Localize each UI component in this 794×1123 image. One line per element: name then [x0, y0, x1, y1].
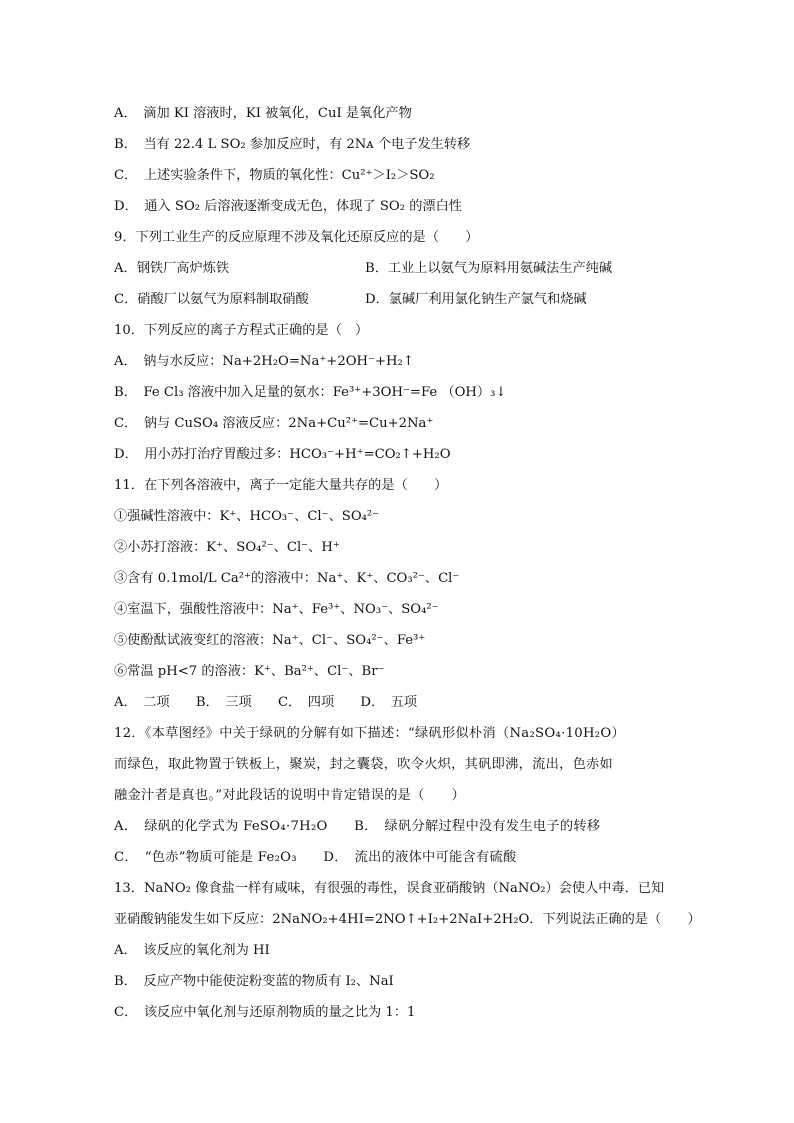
q13-stem-line-2: 亚硝酸钠能发生如下反应：2NaNO₂+4HI=2NO↑+I₂+2NaI+2H₂O．下列说法正确的是（ ） [114, 912, 701, 927]
q9-option-d: D．氯碱厂利用氯化钠生产氯气和烧碱 [365, 292, 587, 307]
q11-item-5: ⑤使酚酞试液变红的溶液：Na⁺、Cl⁻、SO₄²⁻、Fe³⁺ [114, 633, 426, 648]
q8-option-d: D． 通入 SO₂ 后溶液逐渐变成无色，体现了 SO₂ 的漂白性 [114, 199, 462, 214]
q12-option-b: B． 绿矾分解过程中没有发生电子的转移 [354, 819, 601, 834]
q11-options [114, 687, 714, 718]
q10-option-d: D． 用小苏打治疗胃酸过多：HCO₃⁻+H⁺=CO₂↑+H₂O [114, 447, 451, 462]
q12-option-a: A． 绿矾的化学式为 FeSO₄·7H₂O [114, 819, 328, 834]
q11-option-c: C． 四项 [277, 695, 335, 710]
q10-option-b: B． Fe Cl₃ 溶液中加入足量的氨水：Fe³⁺+3OH⁻=Fe （OH）₃↓ [114, 385, 507, 400]
q13-option-a: A． 该反应的氧化剂为 HI [114, 943, 270, 958]
question-13 [114, 873, 714, 1028]
q10-option-a: A． 钠与水反应：Na+2H₂O=Na⁺+2OH⁻+H₂↑ [114, 354, 414, 369]
q11-item-1: ①强碱性溶液中：K⁺、HCO₃⁻、Cl⁻、SO₄²⁻ [114, 509, 380, 524]
q9-option-c: C．硝酸厂以氨气为原料制取硝酸 [114, 292, 309, 307]
q13-option-b: B． 反应产物中能使淀粉变蓝的物质有 I₂、NaI [114, 974, 394, 989]
q12-stem-line-3: 融金汁者是真也。”对此段话的说明中肯定错误的是（ ） [114, 788, 466, 803]
q9-options-row-2 [114, 284, 714, 315]
q11-item-6: ⑥常温 pH<7 的溶液：K⁺、Ba²⁺、Cl⁻、Br⁻ [114, 664, 385, 679]
q8-option-c: C． 上述实验条件下，物质的氧化性：Cu²⁺＞I₂＞SO₂ [114, 168, 435, 183]
q12-option-d: D． 流出的液体中可能含有硫酸 [323, 850, 517, 865]
q8-option-b: B． 当有 22.4 L SO₂ 参加反应时，有 2Nᴀ 个电子发生转移 [114, 137, 471, 152]
q10-option-c: C． 钠与 CuSO₄ 溶液反应：2Na+Cu²⁺=Cu+2Na⁺ [114, 416, 434, 431]
q11-stem: 11．在下列各溶液中，离子一定能大量共存的是（ ） [114, 478, 448, 493]
q13-option-c: C． 该反应中氧化剂与还原剂物质的量之比为 1：1 [114, 1005, 416, 1020]
q11-option-d: D． 五项 [360, 695, 418, 710]
q12-stem-line-1: 12．《本草图经》中关于绿矾的分解有如下描述：“绿矾形似朴消（Na₂SO₄·10H₂O） [114, 726, 625, 741]
q12-option-c: C． “色赤”物质可能是 Fe₂O₃ [114, 850, 297, 865]
q13-stem-line-1: 13．NaNO₂ 像食盐一样有咸味，有很强的毒性，误食亚硝酸钠（NaNO₂）会使人中毒．已知 [114, 881, 665, 896]
q9-options-row-1 [114, 253, 714, 284]
q11-item-2: ②小苏打溶液：K⁺、SO₄²⁻、Cl⁻、H⁺ [114, 540, 340, 555]
question-11 [114, 470, 714, 718]
q11-item-4: ④室温下，强酸性溶液中：Na⁺、Fe³⁺、NO₃⁻、SO₄²⁻ [114, 602, 439, 617]
q9-stem: 9．下列工业生产的反应原理不涉及氧化还原反应的是（ ） [114, 230, 479, 245]
q12-options-row-2 [114, 842, 714, 873]
question-10 [114, 315, 714, 470]
q12-options-row-1 [114, 811, 714, 842]
q9-option-b: B．工业上以氨气为原料用氨碱法生产纯碱 [365, 261, 613, 276]
question-9 [114, 222, 714, 315]
q8-option-a: A． 滴加 KI 溶液时，KI 被氧化，CuI 是氧化产物 [114, 106, 412, 121]
q11-item-3: ③含有 0.1mol/L Ca²⁺的溶液中：Na⁺、K⁺、CO₃²⁻、Cl⁻ [114, 571, 460, 586]
q11-option-a: A． 二项 [114, 695, 170, 710]
q12-stem-line-2: 而绿色，取此物置于铁板上，聚炭，封之囊袋，吹令火炽，其矾即沸，流出，色赤如 [114, 757, 614, 772]
question-12 [114, 718, 714, 873]
q10-stem: 10．下列反应的离子方程式正确的是（ ） [114, 323, 369, 338]
question-8-options [114, 98, 714, 222]
q9-option-a: A．钢铁厂高炉炼铁 [114, 261, 230, 276]
exam-page [114, 98, 714, 1028]
q11-option-b: B． 三项 [195, 695, 252, 710]
